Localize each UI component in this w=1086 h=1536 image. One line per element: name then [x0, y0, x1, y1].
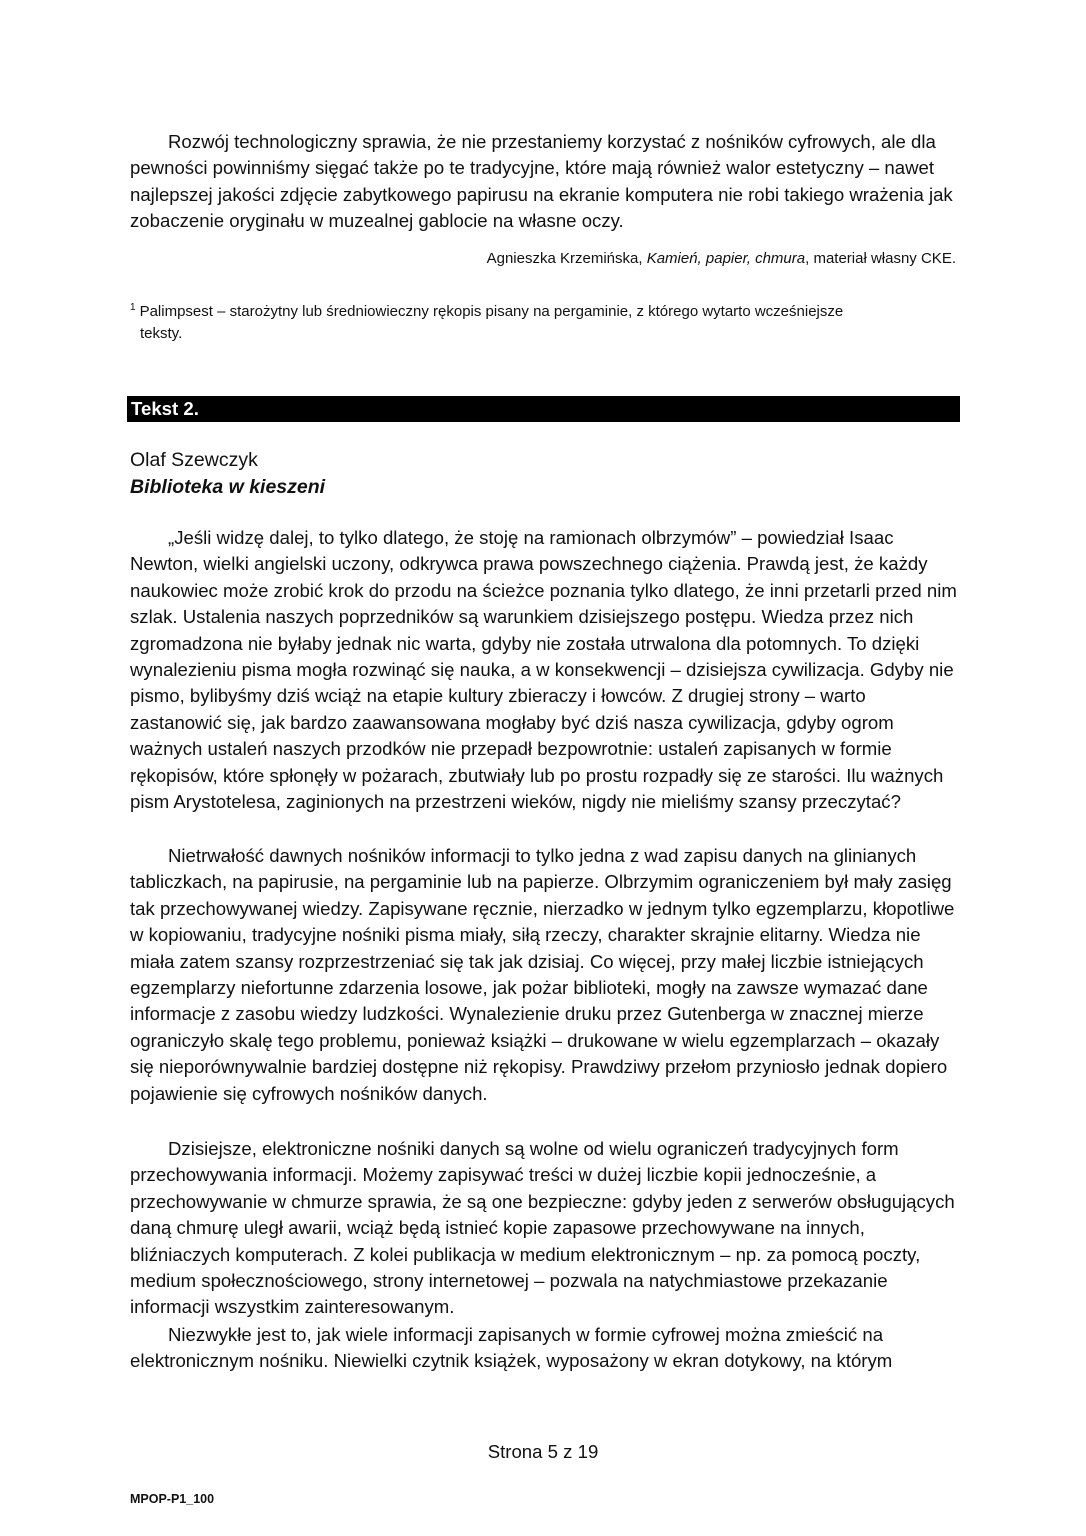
article-paragraph-1: „Jeśli widzę dalej, to tylko dlatego, że stoję na ramionach olbrzymów” – powiedział Isaac Newton, wielki angielski uczony, odkrywca prawa powszechnego ciążenia. Prawdą jest, że każdy naukowiec może zrobić krok do przodu na ścieżce poznania tylko dlatego, że inni przetarli przed nim szlak. Ustalenia naszych poprzedników są warunkiem dzisiejszego postępu. Wiedza przez nich zgromadzona nie byłaby jednak nic warta, gdyby nie została utrwalona dla potomnych. To dzięki wynalezieniu pisma mogła rozwinąć się nauka, a w konsekwencji – dzisiejsza cywilizacja. Gdyby nie pismo, bylibyśmy dziś wciąż na etapie kultury zbieraczy i łowców. Z drugiej strony – warto zastanowić się, jak bardzo zaawansowana mogłaby być dziś nasza cywilizacja, gdyby ogrom ważnych ustaleń naszych przodków nie przepadł bezpowrotnie: ustaleń zapisanych w formie rękopisów, które spłonęły w pożarach, zbutwiały lub po prostu rozpadły się ze starości. Ilu ważnych pism Arystotelesa, zaginionych na przestrzeni wieków, nigdy nie mieliśmy szansy przeczytać? [130, 527, 957, 813]
exam-code: MPOP-P1_100 [130, 1492, 215, 1506]
page-number: Strona 5 z 19 [487, 1441, 599, 1462]
article-paragraph-4: Niezwykłe jest to, jak wiele informacji zapisanych w formie cyfrowej można zmieścić na elektronicznym nośniku. Niewielki czytnik książek, wyposażony w ekran dotykowy, na którym [130, 1324, 893, 1372]
article-paragraph-3: Dzisiejsze, elektroniczne nośniki danych są wolne od wielu ograniczeń tradycyjnych form przechowywania informacji. Możemy zapisywać treści w dużej liczbie kopii jednocześnie, a przechowywanie w chmurze sprawia, że są one bezpieczne: gdyby jeden z serwerów obsługujących daną chmurę uległ awarii, wciąż będą istnieć kopie zapasowe przechowywane na innych, bliźniaczych komputerach. Z kolei publikacja w medium elektronicznym – np. za pomocą poczty, medium społecznościowego, strony internetowej – pozwala na natychmiastowe przekazanie informacji wszystkim zainteresowanym. [130, 1138, 955, 1318]
footnote-definition-line2: teksty. [140, 325, 183, 342]
source-suffix: , materiał własny CKE. [805, 250, 956, 267]
footnote-definition-line1: – starożytny lub średniowieczny rękopis pisany na pergaminie, z którego wytarto wcześniejsze [212, 303, 844, 320]
text1-closing-paragraph: Rozwój technologiczny sprawia, że nie przestaniemy korzystać z nośników cyfrowych, ale dla pewności powinniśmy sięgać także po te tradycyjne, które mają również walor estetyczny – nawet najlepszej jakości zdjęcie zabytkowego papirusu na ekranie komputera nie robi takiego wrażenia jak zobaczenie oryginału w muzealnej gablocie na własne oczy. [130, 131, 953, 232]
article-title: Biblioteka w kieszeni [130, 476, 326, 498]
footnote-number: 1 [130, 302, 136, 313]
article-paragraph-2: Nietrwałość dawnych nośników informacji to tylko jedna z wad zapisu danych na glinianych tabliczkach, na papirusie, na pergaminie lub na papierze. Olbrzymim ograniczeniem był mały zasięg tak przechowywanej wiedzy. Zapisywane ręcznie, nierzadko w jednym tylko egzemplarzu, kłopotliwe w kopiowaniu, tradycyjne nośniki pisma miały, siłą rzeczy, charakter skrajnie elitarny. Wiedza nie miała zatem szansy rozprzestrzeniać się tak jak dzisiaj. Co więcej, przy małej liczbie istniejących egzemplarzy niefortunne zdarzenia losowe, jak pożar biblioteki, mogły na zawsze wymazać dane informacje z zasobu wiedzy ludzkości. Wynalezienie druku przez Gutenberga w znacznej mierze ograniczyło skalę tego problemu, ponieważ książki – drukowane w wielu egzemplarzach – okazały się nieporównywalnie bardziej dostępne niż rękopisy. Prawdziwy przełom przyniosło jednak dopiero pojawienie się cyfrowych nośników danych. [130, 845, 955, 1104]
source-title: Kamień, papier, chmura [646, 250, 806, 267]
text1-source-citation [487, 249, 956, 269]
article-author: Olaf Szewczyk [130, 449, 258, 471]
footnote [130, 297, 930, 345]
source-author: Agnieszka Krzemińska, [486, 250, 647, 267]
section-label: Tekst 2. [131, 398, 199, 419]
footnote-term: Palimpsest [139, 303, 213, 320]
section-header-bar [127, 396, 960, 422]
